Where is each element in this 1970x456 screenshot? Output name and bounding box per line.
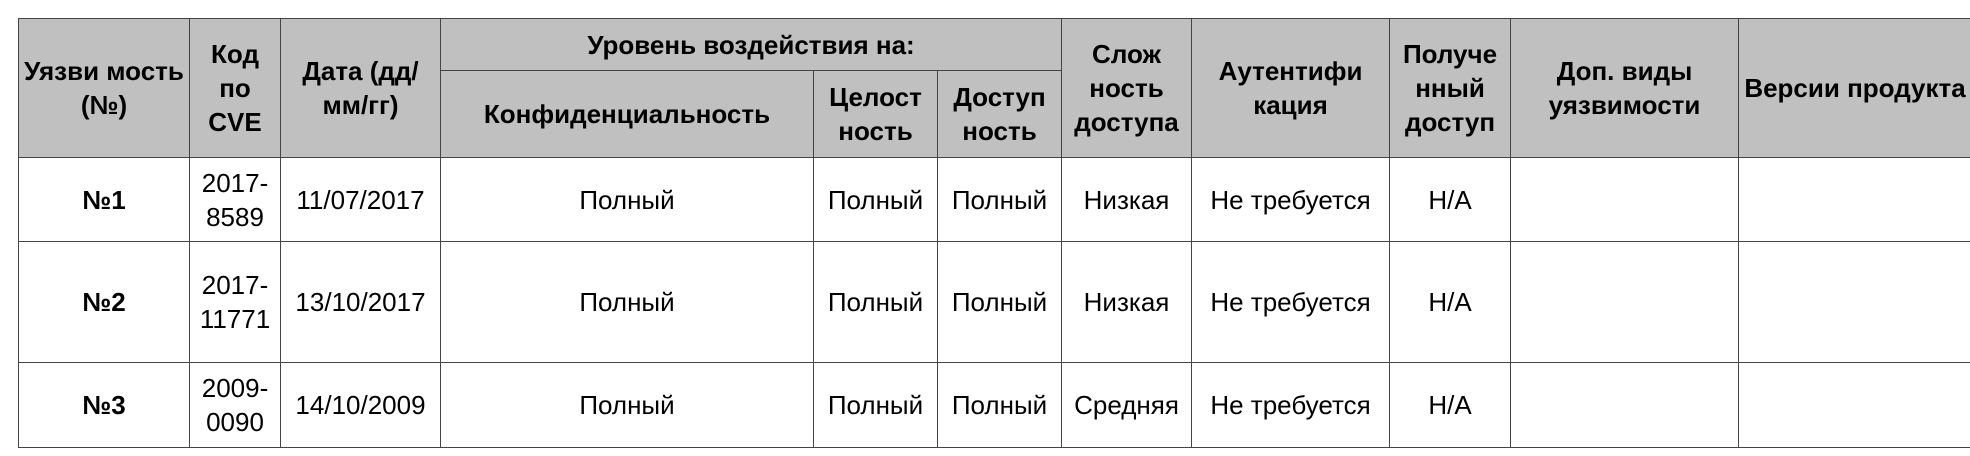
header-row [19,19,1970,71]
header-impact-group: Уровень воздействия на: [441,19,1062,71]
cell-date: 13/10/2017 [281,242,441,363]
cell-complexity: Низкая [1062,158,1192,242]
cell-confidentiality: Полный [441,363,814,448]
cell-integrity: Полный [814,363,938,448]
cell-extra [1511,242,1739,363]
cell-cve [190,363,281,448]
header-gained-access: Получе нный доступ [1390,19,1511,158]
cell-confidentiality: Полный [441,158,814,242]
table-row [19,242,1970,363]
cell-access: Н/А [1390,158,1511,242]
cell-access: Н/А [1390,363,1511,448]
table-row [19,363,1970,448]
cell-extra [1511,363,1739,448]
cell-cve-text: 2017-11771 [199,270,271,334]
cell-cve-text: 2017-8589 [201,167,269,232]
cell-cve-text: 2009-0090 [201,373,269,437]
cell-versions [1739,158,1970,242]
cell-access: Н/А [1390,242,1511,363]
cell-number: №1 [19,158,190,242]
cell-versions [1739,363,1970,448]
cell-availability: Полный [938,363,1062,448]
cell-integrity: Полный [814,242,938,363]
header-cve-code: Код по CVE [190,19,281,158]
table-row [19,158,1970,242]
vulnerability-table [18,18,1970,448]
header-access-complexity: Слож ность доступа [1062,19,1192,158]
cell-availability: Полный [938,242,1062,363]
cell-number: №2 [19,242,190,363]
header-product-versions: Версии продукта [1739,19,1970,158]
cell-cve [190,158,281,242]
header-impact-confidentiality: Конфиденциальность [441,71,814,158]
cell-integrity: Полный [814,158,938,242]
cell-complexity: Низкая [1062,242,1192,363]
cell-complexity: Средняя [1062,363,1192,448]
cell-confidentiality: Полный [441,242,814,363]
cell-authentication: Не требуется [1192,363,1390,448]
header-impact-availability: Доступ ность [938,71,1062,158]
cell-authentication: Не требуется [1192,158,1390,242]
cell-authentication: Не требуется [1192,242,1390,363]
cell-extra [1511,158,1739,242]
header-authentication: Аутентифи кация [1192,19,1390,158]
cell-cve [190,242,281,363]
header-extra-types: Доп. виды уязвимости [1511,19,1739,158]
cell-versions [1739,242,1970,363]
cell-date: 14/10/2009 [281,363,441,448]
header-date: Дата (дд/мм/гг) [281,19,441,158]
cell-availability: Полный [938,158,1062,242]
cell-number: №3 [19,363,190,448]
header-impact-integrity: Целост ность [814,71,938,158]
cell-date: 11/07/2017 [281,158,441,242]
header-vuln-number: Уязви мость (№) [19,19,190,158]
